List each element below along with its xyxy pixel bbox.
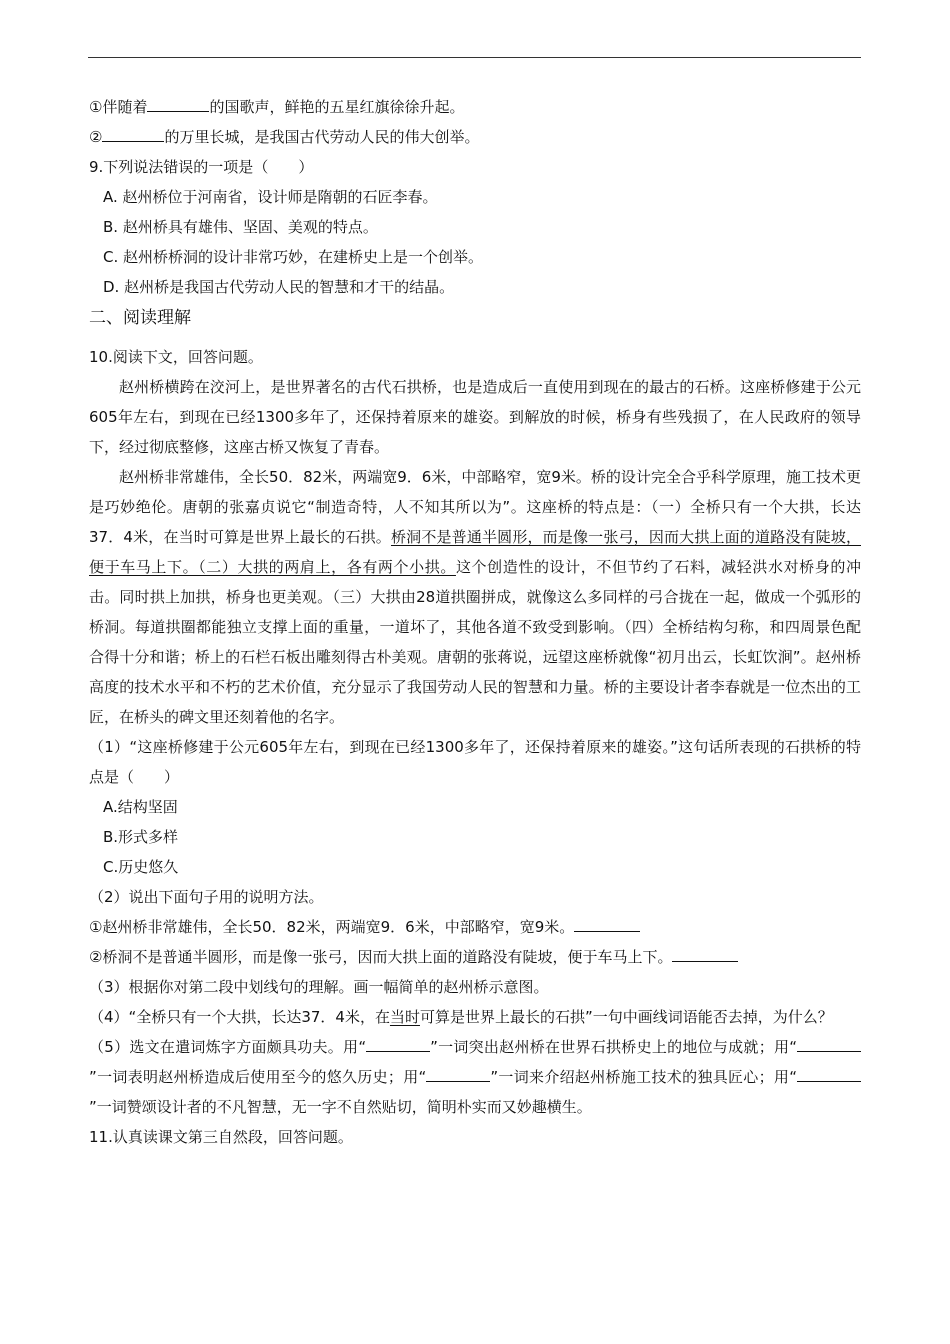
underlined-word: 当时 — [389, 1008, 420, 1026]
answer-blank[interactable] — [574, 913, 640, 932]
answer-blank[interactable] — [672, 943, 738, 962]
q8-item-2: ② 的万里长城，是我国古代劳动人民的伟大创举。 — [89, 122, 861, 152]
answer-blank[interactable] — [797, 1033, 861, 1052]
section-heading: 二、阅读理解 — [89, 308, 191, 328]
sub1-option-b[interactable]: B.形式多样 — [103, 828, 179, 846]
sub2-item-2: ②桥洞不是普通半圆形，而是像一张弓，因而大拱上面的道路没有陡坡，便于车马上下。 — [89, 942, 861, 972]
q10-sub3: （3）根据你对第二段中划线句的理解。画一幅简单的赵州桥示意图。 — [89, 978, 549, 996]
q9-option-c[interactable]: C. 赵州桥桥洞的设计非常巧妙，在建桥史上是一个创举。 — [103, 248, 484, 266]
answer-blank[interactable] — [147, 93, 209, 112]
answer-blank[interactable] — [797, 1063, 861, 1082]
passage-paragraph-2: 赵州桥非常雄伟，全长50．82米，两端宽9．6米，中部略窄，宽9米。桥的设计完全合乎科学原理，施工技术更是巧妙绝伦。唐朝的张嘉贞说它“制造奇特，人不知其所以为”。这座桥的特点是：（一）全桥只有一个大拱，长达37．4米，在当时可算是世界上最长的石拱。桥洞不是普通半圆形，而是像一张弓，因而大拱上面的道路没有陡坡，便于车马上下。（二）大拱的两肩上，各有两个小拱。这个创造性的设计，不但节约了石料，减轻洪水对桥身的冲击。同时拱上加拱，桥身也更美观。（三）大拱由28道拱圈拼成，就像这么多同样的弓合拢在一起，做成一个弧形的桥洞。每道拱圈都能独立支撑上面的重量，一道坏了，其他各道不致受到影响。（四）全桥结构匀称，和四周景色配合得十分和谐；桥上的石栏石板出雕刻得古朴美观。唐朝的张蒋说，远望这座桥就像“初月出云，长虹饮涧”。赵州桥高度的技术水平和不朽的艺术价值，充分显示了我国劳动人民的智慧和力量。桥的主要设计者李春就是一位杰出的工匠，在桥头的碑文里还刻着他的名字。 — [89, 468, 861, 726]
q9-option-a[interactable]: A. 赵州桥位于河南省，设计师是隋朝的石匠李春。 — [103, 188, 438, 206]
header-rule — [88, 57, 861, 58]
q10-sub5: （5）选文在遣词炼字方面颇具功夫。用“ ”一词突出赵州桥在世界石拱桥史上的地位与成就；用“”一词表明赵州桥造成后使用至今的悠久历史；用“ ”一词来介绍赵州桥施工技术的独具匠心；用“”一词赞颂设计者的不凡智慧，无一字不自然贴切，简明朴实而又妙趣横生。 — [89, 1032, 861, 1122]
sub1-option-a[interactable]: A.结构坚固 — [103, 798, 178, 816]
q10-sub4: （4）“全桥只有一个大拱，长达37．4米，在当时可算是世界上最长的石拱”一句中画线词语能否去掉，为什么？ — [89, 1008, 833, 1026]
q9-option-b[interactable]: B. 赵州桥具有雄伟、坚固、美观的特点。 — [103, 218, 378, 236]
q8-item-1: ①伴随着 的国歌声，鲜艳的五星红旗徐徐升起。 — [89, 92, 861, 122]
answer-blank[interactable] — [102, 123, 164, 142]
document-body — [89, 92, 861, 1152]
q10-sub1: （1）“这座桥修建于公元605年左右，到现在已经1300多年了，还保持着原来的雄姿。”这句话所表现的石拱桥的特点是（ ） — [89, 738, 861, 786]
sub2-item-1: ①赵州桥非常雄伟，全长50．82米，两端宽9．6米，中部略窄，宽9米。 — [89, 912, 861, 942]
answer-blank[interactable] — [366, 1033, 430, 1052]
q11-stem: 11.认真读课文第三自然段，回答问题。 — [89, 1128, 353, 1146]
q9-stem: 9.下列说法错误的一项是（ ） — [89, 158, 314, 176]
underlined-sentence: 桥洞不是普通半圆形，而是像一张弓，因而大拱上面的道路没有陡坡，便于车马上下。（二）大拱的两肩上，各有两个小拱。 — [89, 528, 861, 576]
sub1-option-c[interactable]: C.历史悠久 — [103, 858, 179, 876]
q10-sub2: （2）说出下面句子用的说明方法。 — [89, 888, 324, 906]
passage-paragraph-1: 赵州桥横跨在洨河上，是世界著名的古代石拱桥，也是造成后一直使用到现在的最古的石桥。这座桥修建于公元605年左右，到现在已经1300多年了，还保持着原来的雄姿。到解放的时候，桥身有些残损了，在人民政府的领导下，经过彻底整修，这座古桥又恢复了青春。 — [89, 378, 861, 456]
answer-blank[interactable] — [426, 1063, 490, 1082]
q9-option-d[interactable]: D. 赵州桥是我国古代劳动人民的智慧和才干的结晶。 — [103, 278, 455, 296]
q10-stem: 10.阅读下文，回答问题。 — [89, 348, 263, 366]
